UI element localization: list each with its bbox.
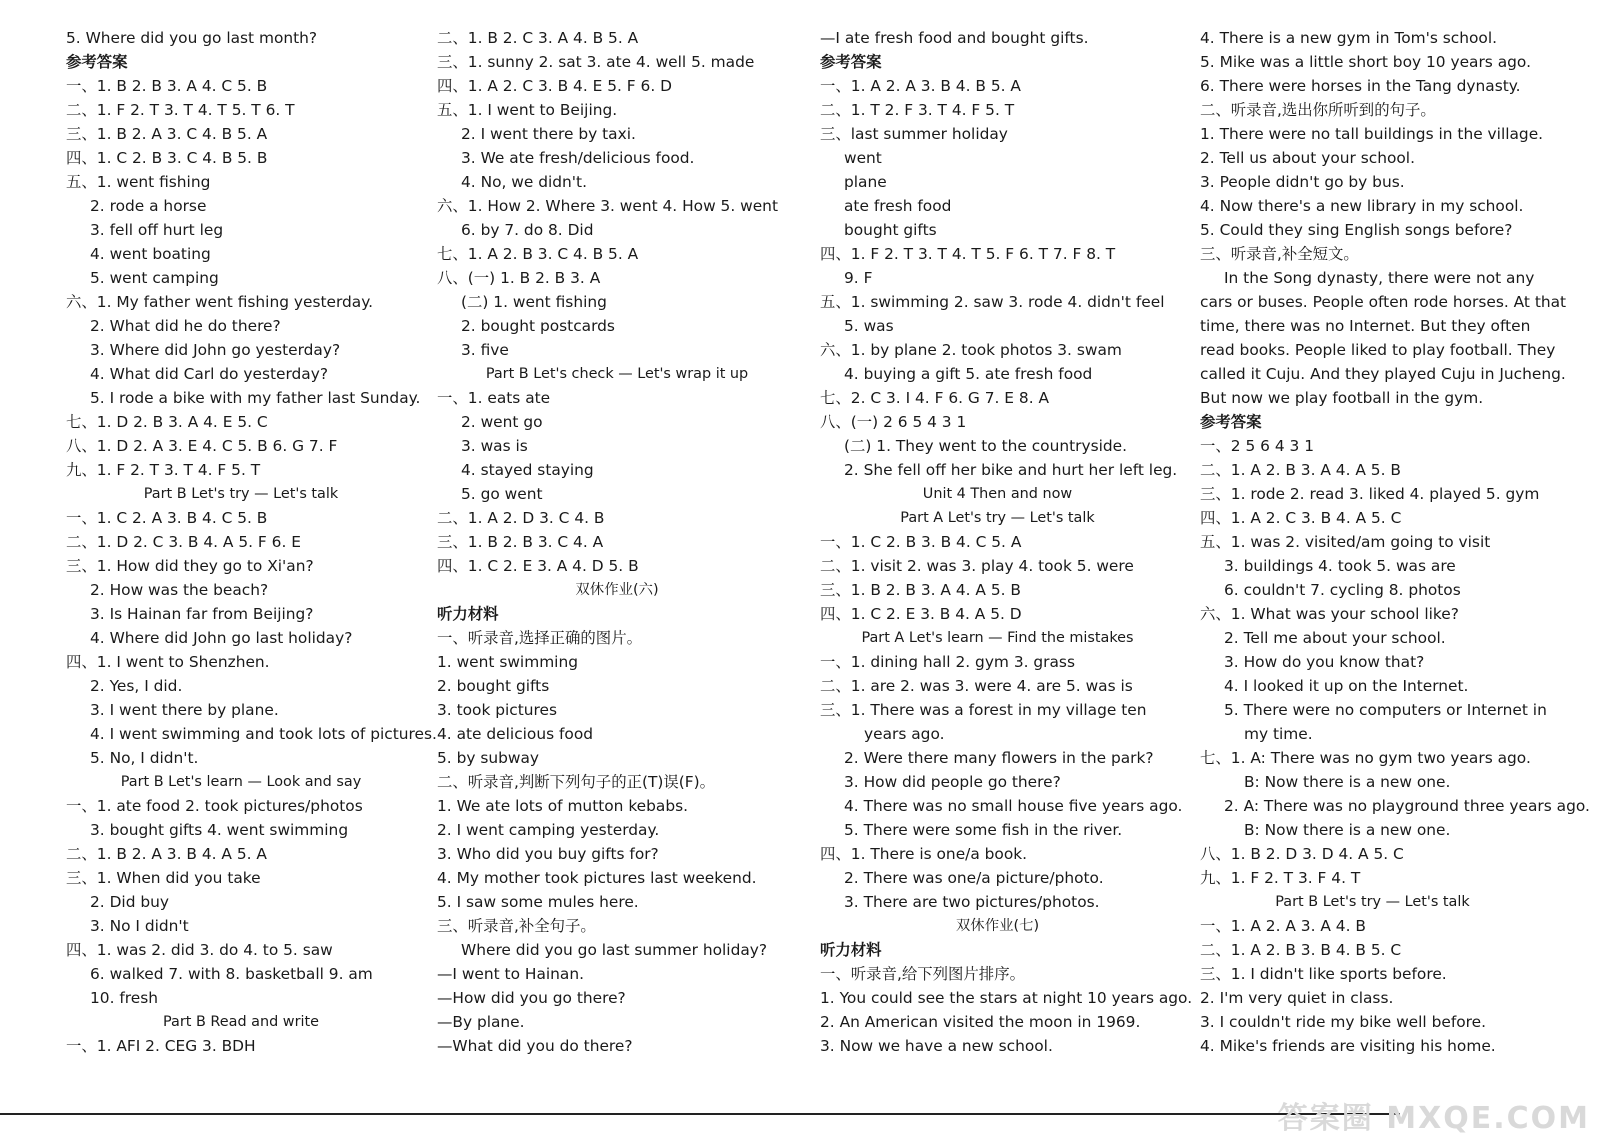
col2-line: 5. go went	[461, 485, 543, 503]
col2-line: 2. I went there by taxi.	[461, 125, 636, 143]
col1-line: 二、1. F 2. T 3. T 4. T 5. T 6. T	[66, 101, 295, 119]
col1-line: 六、1. My father went fishing yesterday.	[66, 293, 374, 311]
col3-line: 七、2. C 3. I 4. F 6. G 7. E 8. A	[820, 389, 1050, 407]
col2-line: 4. stayed staying	[461, 461, 594, 479]
col1-line: 3. Is Hainan far from Beijing?	[90, 605, 314, 623]
col4-line: 九、1. F 2. T 3. F 4. T	[1200, 869, 1361, 887]
col2-line: 五、1. I went to Beijing.	[437, 101, 618, 119]
col2-line: —I went to Hainan.	[437, 965, 585, 983]
column-3	[820, 26, 1193, 1058]
col3-line: Part A Let's try — Let's talk	[900, 510, 1095, 526]
col1-line: 二、1. B 2. A 3. B 4. A 5. A	[66, 845, 267, 863]
col2-line: 3. five	[461, 341, 509, 359]
col4-line: called it Cuju. And they played Cuju in Jucheng.	[1200, 365, 1566, 383]
col4-line: But now we play football in the gym.	[1200, 389, 1484, 407]
col4-line: 三、1. rode 2. read 3. liked 4. played 5. gym	[1200, 485, 1540, 503]
col2-line: 5. by subway	[437, 749, 540, 767]
col2-line: 3. Who did you buy gifts for?	[437, 845, 659, 863]
col3-line: 5. There were some fish in the river.	[844, 821, 1123, 839]
col1-line: 5. Where did you go last month?	[66, 29, 318, 47]
col1-line: 七、1. D 2. B 3. A 4. E 5. C	[66, 413, 268, 431]
col2-line: —By plane.	[437, 1013, 525, 1031]
col4-line: 2. Tell us about your school.	[1200, 149, 1415, 167]
col4-line: 五、1. was 2. visited/am going to visit	[1200, 533, 1491, 551]
col2-line: Part B Let's check — Let's wrap it up	[485, 366, 749, 382]
col4-line: 二、1. A 2. B 3. A 4. A 5. B	[1200, 461, 1401, 479]
col4-line: 四、1. A 2. C 3. B 4. A 5. C	[1200, 509, 1402, 527]
col3-line: (二) 1. They went to the countryside.	[844, 437, 1128, 455]
col1-line: 3. No I didn't	[90, 917, 189, 935]
column-4	[1200, 26, 1590, 1058]
col2-line: 5. I saw some mules here.	[437, 893, 639, 911]
col1-line: 四、1. C 2. B 3. C 4. B 5. B	[66, 149, 268, 167]
col1-line: Part B Let's try — Let's talk	[143, 486, 339, 502]
col1-line: 4. went boating	[90, 245, 211, 263]
col4-line: my time.	[1244, 725, 1313, 743]
col1-line: 3. Where did John go yesterday?	[90, 341, 341, 359]
col3-line: 3. How did people go there?	[844, 773, 1061, 791]
col3-line: 四、1. C 2. E 3. B 4. A 5. D	[820, 605, 1022, 623]
col4-line: 3. I couldn't ride my bike well before.	[1200, 1013, 1487, 1031]
col3-line: 一、1. C 2. B 3. B 4. C 5. A	[820, 533, 1022, 551]
col2-line: 七、1. A 2. B 3. C 4. B 5. A	[437, 245, 639, 263]
col3-line: 二、1. are 2. was 3. were 4. are 5. was is	[820, 677, 1133, 695]
col1-line: 八、1. D 2. A 3. E 4. C 5. B 6. G 7. F	[66, 437, 338, 455]
col4-line: 5. There were no computers or Internet in	[1224, 701, 1547, 719]
col4-line: 六、1. What was your school like?	[1200, 605, 1459, 623]
col2-line: 1. went swimming	[437, 653, 578, 671]
col1-line: 四、1. was 2. did 3. do 4. to 5. saw	[66, 941, 333, 959]
col3-line: 2. Were there many flowers in the park?	[844, 749, 1154, 767]
col3-line: years ago.	[864, 725, 945, 743]
col1-line: 10. fresh	[90, 989, 159, 1007]
col3-line: 五、1. swimming 2. saw 3. rode 4. didn't feel	[820, 293, 1165, 311]
col2-line: 四、1. A 2. C 3. B 4. E 5. F 6. D	[437, 77, 672, 95]
col2-line: 3. took pictures	[437, 701, 558, 719]
col4-line: read books. People liked to play football. They	[1200, 341, 1556, 359]
col3-line: 三、1. B 2. B 3. A 4. A 5. B	[820, 581, 1021, 599]
col2-line: 4. My mother took pictures last weekend.	[437, 869, 757, 887]
col4-line: 3. How do you know that?	[1224, 653, 1425, 671]
col3-line: 1. You could see the stars at night 10 years ago.	[820, 989, 1193, 1007]
col2-line: Where did you go last summer holiday?	[461, 941, 768, 959]
col1-line: 6. walked 7. with 8. basketball 9. am	[90, 965, 373, 983]
col2-line: —How did you go there?	[437, 989, 626, 1007]
col1-line: 五、1. went fishing	[66, 173, 211, 191]
col1-line: 2. Did buy	[90, 893, 169, 911]
col4-line: 4. I looked it up on the Internet.	[1224, 677, 1469, 695]
col4-line: 6. couldn't 7. cycling 8. photos	[1224, 581, 1461, 599]
col1-line: 一、1. C 2. A 3. B 4. C 5. B	[66, 509, 268, 527]
col3-line: 四、1. There is one/a book.	[820, 845, 1028, 863]
col3-line: 听力材料	[820, 941, 882, 959]
col2-line: 三、1. B 2. B 3. C 4. A	[437, 533, 604, 551]
col4-line: 4. Mike's friends are visiting his home.	[1200, 1037, 1496, 1055]
col1-line: 一、1. B 2. B 3. A 4. C 5. B	[66, 77, 268, 95]
col1-line: 5. No, I didn't.	[90, 749, 199, 767]
col4-line: 5. Could they sing English songs before?	[1200, 221, 1513, 239]
col4-line: 七、1. A: There was no gym two years ago.	[1200, 749, 1531, 767]
col4-line: 2. A: There was no playground three years ago.	[1224, 797, 1590, 815]
col1-line: 2. rode a horse	[90, 197, 207, 215]
col4-line: 6. There were horses in the Tang dynasty.	[1200, 77, 1521, 95]
col2-line: 3. We ate fresh/delicious food.	[461, 149, 695, 167]
col3-line: —I ate fresh food and bought gifts.	[820, 29, 1089, 47]
col4-line: 三、1. I didn't like sports before.	[1200, 965, 1447, 983]
col4-line: 三、听录音,补全短文。	[1200, 245, 1359, 263]
col2-line: (二) 1. went fishing	[461, 293, 607, 311]
col3-line: 4. There was no small house five years ago.	[844, 797, 1183, 815]
col2-line: 3. was is	[461, 437, 528, 455]
col1-line: 3. I went there by plane.	[90, 701, 279, 719]
col3-line: 一、1. A 2. A 3. B 4. B 5. A	[820, 77, 1021, 95]
col2-line: 一、听录音,选择正确的图片。	[437, 629, 642, 647]
col2-line: 4. No, we didn't.	[461, 173, 587, 191]
col4-line: In the Song dynasty, there were not any	[1224, 269, 1535, 287]
col4-line: 4. Now there's a new library in my school.	[1200, 197, 1524, 215]
column-2	[437, 26, 797, 1058]
col3-line: 2. She fell off her bike and hurt her left leg.	[844, 461, 1178, 479]
col1-line: 5. I rode a bike with my father last Sunday.	[90, 389, 421, 407]
col1-line: 4. Where did John go last holiday?	[90, 629, 353, 647]
col1-line: 一、1. ate food 2. took pictures/photos	[66, 797, 363, 815]
col2-line: 2. bought gifts	[437, 677, 550, 695]
col2-line: 2. bought postcards	[461, 317, 615, 335]
col2-line: 六、1. How 2. Where 3. went 4. How 5. went	[437, 197, 778, 215]
col3-line: 3. There are two pictures/photos.	[844, 893, 1100, 911]
col1-line: Part B Let's learn — Look and say	[120, 774, 362, 790]
col3-line: 2. There was one/a picture/photo.	[844, 869, 1104, 887]
col3-line: 四、1. F 2. T 3. T 4. T 5. F 6. T 7. F 8. T	[820, 245, 1116, 263]
col3-line: 2. An American visited the moon in 1969.	[820, 1013, 1141, 1031]
col3-line: ate fresh food	[844, 197, 952, 215]
col3-line: 双休作业(七)	[955, 918, 1040, 934]
col3-line: 三、last summer holiday	[820, 125, 1008, 143]
col4-line: 二、听录音,选出你所听到的句子。	[1200, 101, 1436, 119]
col2-line: 四、1. C 2. E 3. A 4. D 5. B	[437, 557, 639, 575]
col4-line: 2. Tell me about your school.	[1224, 629, 1446, 647]
col2-line: 三、听录音,补全句子。	[437, 917, 596, 935]
col4-line: 5. Mike was a little short boy 10 years ago.	[1200, 53, 1531, 71]
col4-line: 3. buildings 4. took 5. was are	[1224, 557, 1456, 575]
col4-line: 3. People didn't go by bus.	[1200, 173, 1405, 191]
col2-line: 二、1. A 2. D 3. C 4. B	[437, 509, 605, 527]
col4-line: 八、1. B 2. D 3. D 4. A 5. C	[1200, 845, 1404, 863]
col3-line: Part A Let's learn — Find the mistakes	[861, 630, 1134, 646]
col4-line: 2. I'm very quiet in class.	[1200, 989, 1394, 1007]
col3-line: Unit 4 Then and now	[922, 486, 1073, 502]
col1-line: 三、1. How did they go to Xi'an?	[66, 557, 314, 575]
col4-line: time, there was no Internet. But they often	[1200, 317, 1531, 335]
col1-line: 5. went camping	[90, 269, 219, 287]
col3-line: 9. F	[844, 269, 873, 287]
col4-line: 参考答案	[1200, 413, 1262, 431]
col1-line: 2. How was the beach?	[90, 581, 269, 599]
col2-line: 4. ate delicious food	[437, 725, 594, 743]
col1-line: Part B Read and write	[163, 1014, 319, 1030]
col1-line: 四、1. I went to Shenzhen.	[66, 653, 270, 671]
col3-line: 一、听录音,给下列图片排序。	[820, 965, 1025, 983]
col2-line: 一、1. eats ate	[437, 389, 551, 407]
col4-line: 一、2 5 6 4 3 1	[1200, 437, 1314, 455]
col3-line: went	[844, 149, 882, 167]
col1-line: 参考答案	[66, 53, 128, 71]
col1-line: 3. fell off hurt leg	[90, 221, 224, 239]
col1-line: 4. What did Carl do yesterday?	[90, 365, 328, 383]
col3-line: 4. buying a gift 5. ate fresh food	[844, 365, 1093, 383]
watermark-logo: 答案圈 MXQE.COM	[1277, 1101, 1590, 1136]
col4-line: 1. There were no tall buildings in the village.	[1200, 125, 1544, 143]
col2-line: 二、听录音,判断下列句子的正(T)误(F)。	[437, 773, 716, 791]
col3-line: 一、1. dining hall 2. gym 3. grass	[820, 653, 1075, 671]
col2-line: 双休作业(六)	[575, 582, 659, 598]
col4-line: cars or buses. People often rode horses. At that	[1200, 293, 1567, 311]
col3-line: 二、1. visit 2. was 3. play 4. took 5. were	[820, 557, 1134, 575]
col4-line: B: Now there is a new one.	[1244, 821, 1451, 839]
col3-line: 三、1. There was a forest in my village ten	[820, 701, 1147, 719]
col2-line: 三、1. sunny 2. sat 3. ate 4. well 5. made	[437, 53, 755, 71]
col3-line: 3. Now we have a new school.	[820, 1037, 1053, 1055]
col4-line: 二、1. A 2. B 3. B 4. B 5. C	[1200, 941, 1402, 959]
col3-line: plane	[844, 173, 887, 191]
bottom-rule	[0, 1113, 1400, 1115]
col1-line: 二、1. D 2. C 3. B 4. A 5. F 6. E	[66, 533, 301, 551]
col1-line: 九、1. F 2. T 3. T 4. F 5. T	[66, 461, 261, 479]
col4-line: 4. There is a new gym in Tom's school.	[1200, 29, 1498, 47]
col3-line: bought gifts	[844, 221, 937, 239]
col2-line: 6. by 7. do 8. Did	[461, 221, 594, 239]
col3-line: 八、(一) 2 6 5 4 3 1	[820, 413, 967, 431]
col1-line: 2. Yes, I did.	[90, 677, 183, 695]
col3-line: 5. was	[844, 317, 894, 335]
col3-line: 六、1. by plane 2. took photos 3. swam	[820, 341, 1122, 359]
col1-line: 3. bought gifts 4. went swimming	[90, 821, 349, 839]
col2-line: 二、1. B 2. C 3. A 4. B 5. A	[437, 29, 639, 47]
col4-line: 一、1. A 2. A 3. A 4. B	[1200, 917, 1366, 935]
col1-line: 三、1. B 2. A 3. C 4. B 5. A	[66, 125, 268, 143]
col4-line: B: Now there is a new one.	[1244, 773, 1451, 791]
col2-line: 2. I went camping yesterday.	[437, 821, 660, 839]
col1-line: 三、1. When did you take	[66, 869, 261, 887]
col2-line: 2. went go	[461, 413, 543, 431]
col2-line: —What did you do there?	[437, 1037, 633, 1055]
col2-line: 八、(一) 1. B 2. B 3. A	[437, 269, 601, 287]
col1-line: 2. What did he do there?	[90, 317, 281, 335]
col4-line: Part B Let's try — Let's talk	[1275, 894, 1470, 910]
col2-line: 1. We ate lots of mutton kebabs.	[437, 797, 689, 815]
col3-line: 参考答案	[820, 53, 882, 71]
column-1	[66, 26, 437, 1058]
col2-line: 听力材料	[437, 605, 499, 623]
col3-line: 二、1. T 2. F 3. T 4. F 5. T	[820, 101, 1015, 119]
col1-line: 4. I went swimming and took lots of pictures.	[90, 725, 437, 743]
col1-line: 一、1. AFI 2. CEG 3. BDH	[66, 1037, 256, 1055]
